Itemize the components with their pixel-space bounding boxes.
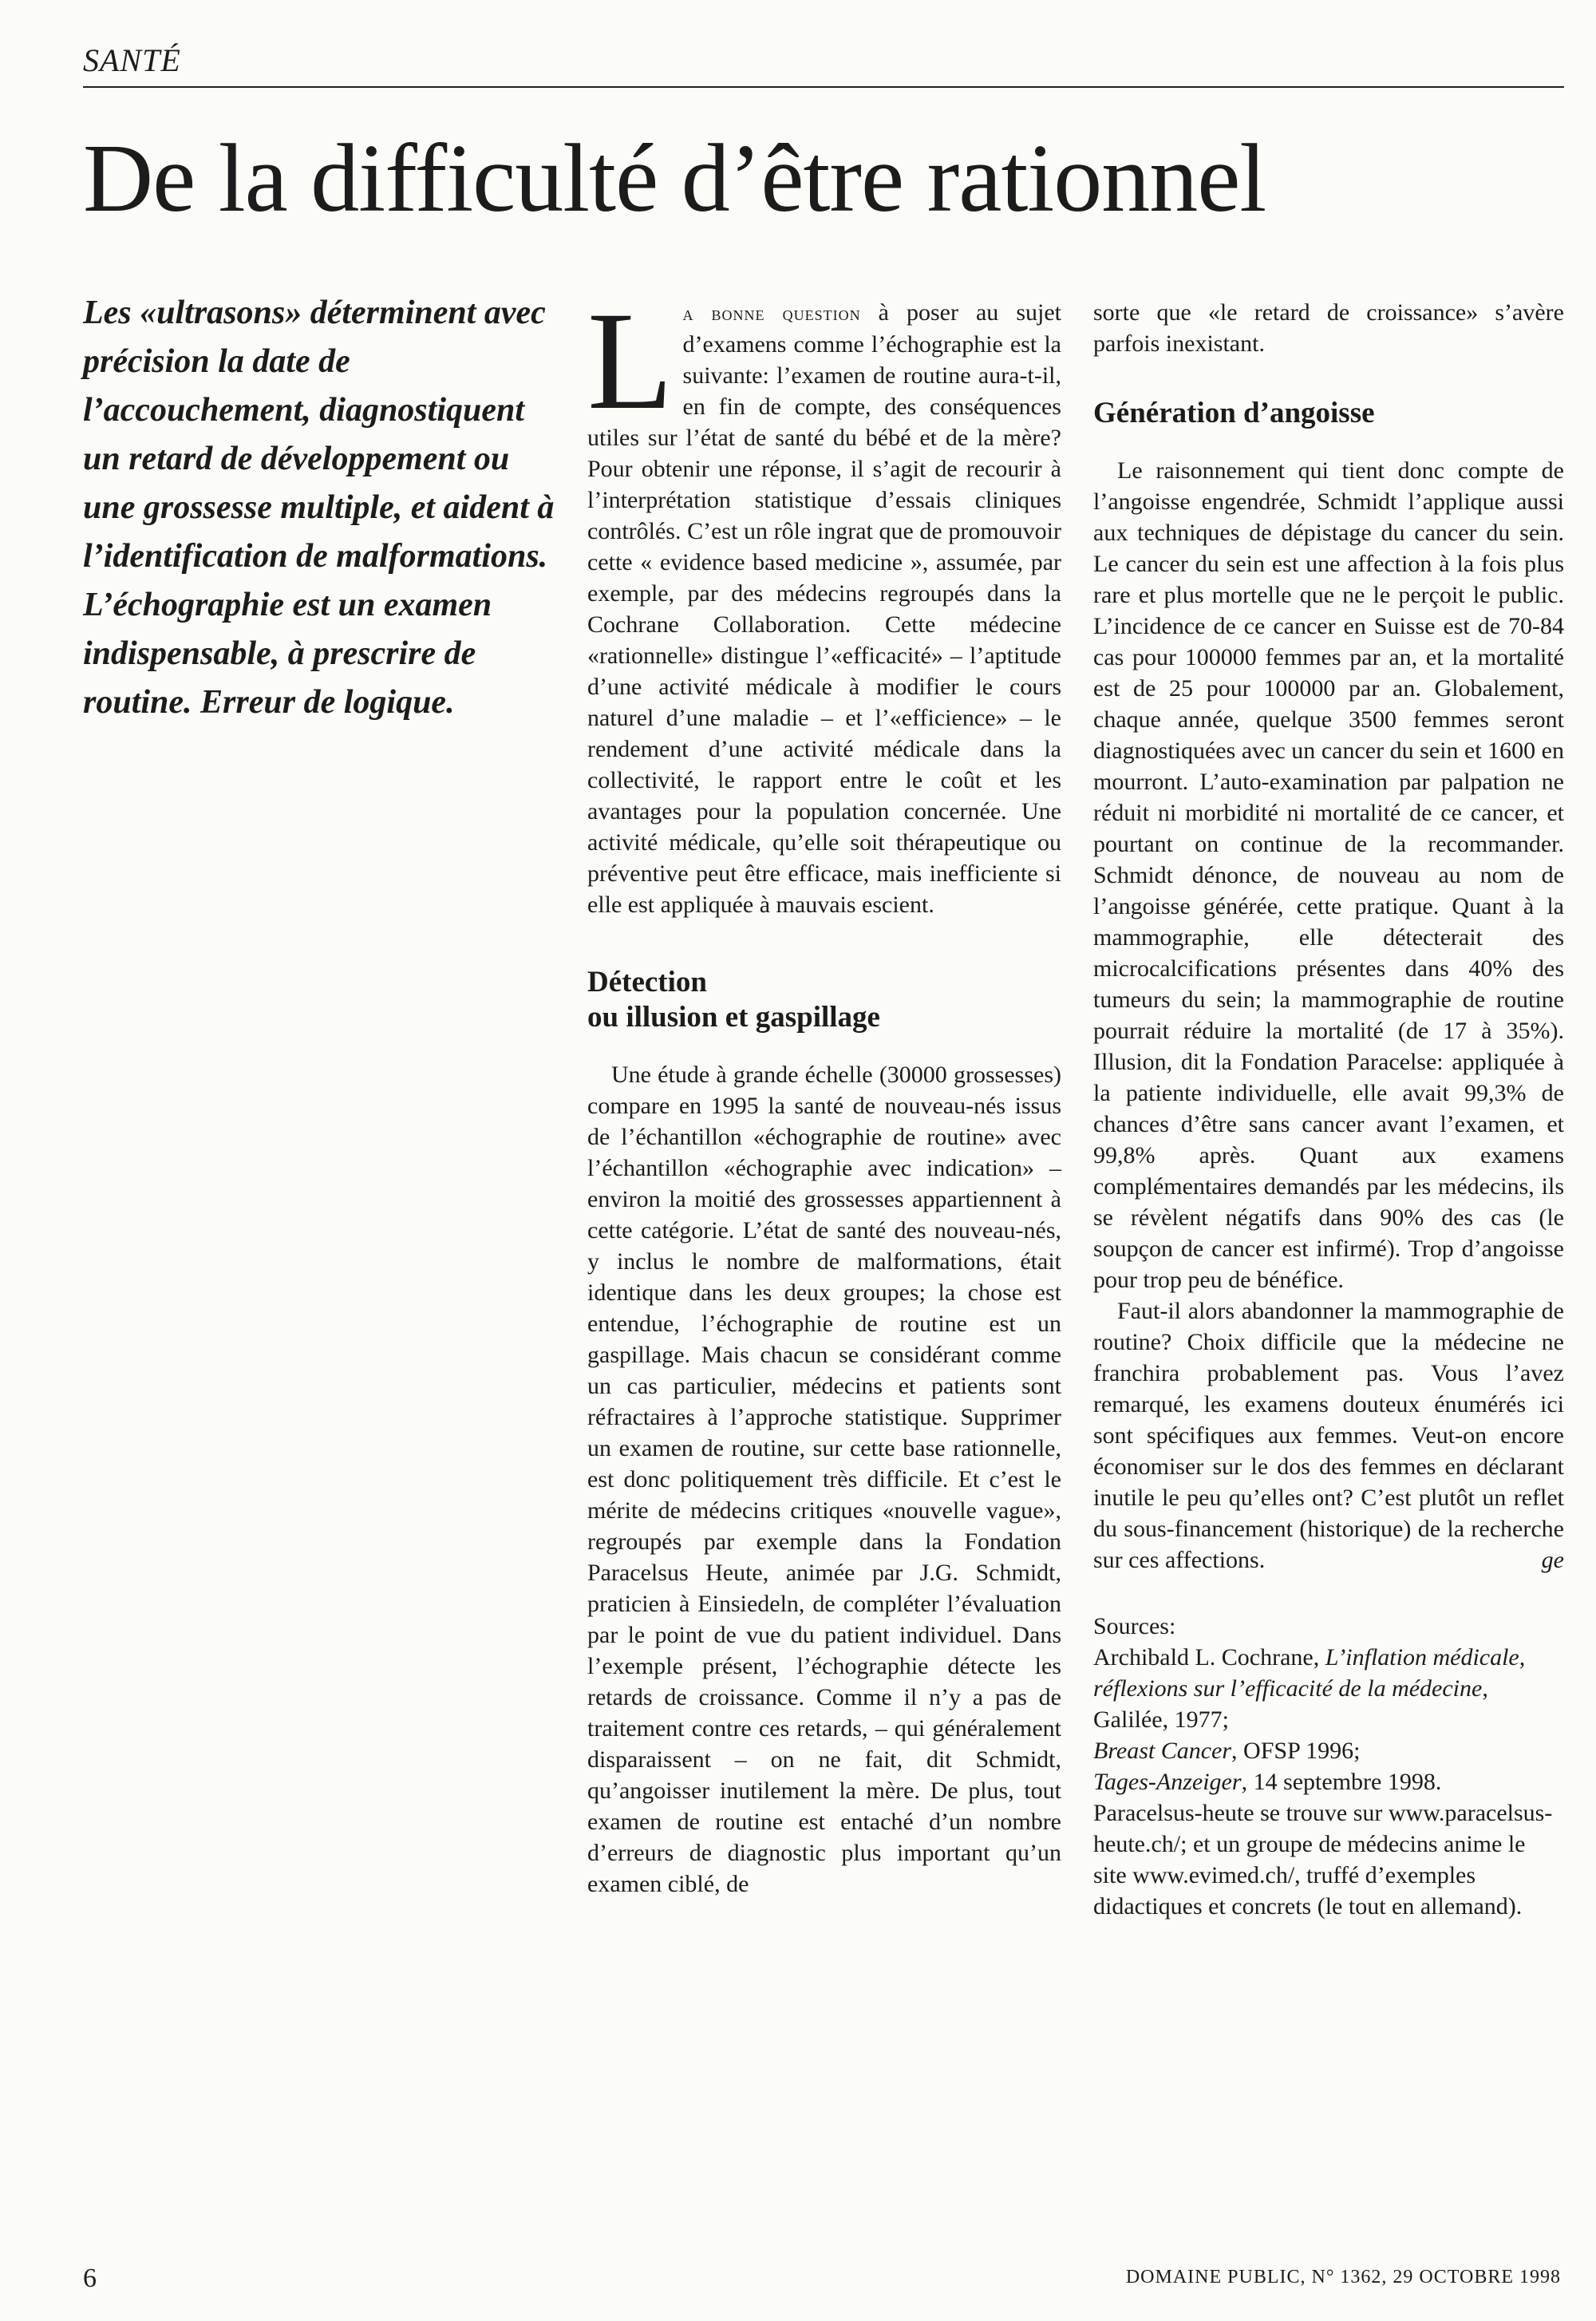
- subheading-detection: Détection ou illusion et gaspillage: [587, 966, 880, 1034]
- paragraph: Le raisonnement qui tient donc compte de l’angoisse engendrée, Schmidt l’applique aussi aux techniques de dépistage du cancer du sein. Le cancer du sein est une affection à la fois plus rare et plus mortelle que ne le perçoit le public. L’incidence de ce cancer en Suisse est de 70-84 cas pour 100000 femmes par an, et la mortalité est de 25 pour 100000 par an. Globalement, chaque année, quelque 3500 femmes seront diagnostiquées avec un cancer du sein et 1600 en mourront. L’auto-examination par palpation ne réduit ni morbidité ni mortalité de ce cancer, et pourtant on continue de la recommander. Schmidt dénonce, de nouveau au nom de l’angoisse générée, cette pratique. Quant à la mammographie, elle détecterait des microcalcifications présentes dans 40% des tumeurs du sein; la mammographie de routine pourrait réduire la mortalité (de 17 à 35%). Illusion, dit la Fondation Paracelse: appliquée à la patiente individuelle, elle avait 99,3% de chances d’être sans cancer avant l’examen, et 99,8% après. Quant aux examens complémentaires demandés par les médecins, ils se révèlent négatifs dans 90% des cas (le soupçon de cancer est infirmé). Trop d’angoisse pour trop peu de bénéfice.: [1093, 457, 1564, 1293]
- page-number: 6: [83, 2264, 97, 2293]
- drop-cap: L: [587, 283, 674, 439]
- paragraph: Une étude à grande échelle (30000 grossesses) compare en 1995 la santé de nouveau-nés issus de l’échantillon «échographie de routine» avec l’échantillon «échographie avec indication» – environ la moitié des grossesses appartiennent à cette catégorie. L’état de santé des nouveau-nés, y inclus le nombre de malformations, était identique dans les deux groupes; la chose est entendue, l’échographie de routine est un gaspillage. Mais chacun se considérant comme un cas particulier, médecins et patients sont réfractaires à l’approche statistique. Supprimer un examen de routine, sur cette base rationnelle, est donc politiquement très difficile. Et c’est le mérite de médecins critiques «nouvelle vague», regroupés par exemple dans la Fondation Paracelsus Heute, animée par J.G. Schmidt, praticien à Einsiedeln, de compléter l’évaluation par le point de vue du patient individuel. Dans l’exemple présent, l’échographie détecte les retards de croissance. Comme il n’y a pas de traitement contre ces retards, – qui généralement disparaissent – on ne fait, dit Schmidt, qu’angoisser inutilement la mère. De plus, tout examen de routine est entaché d’un nombre d’erreurs de diagnostic plus important qu’un examen ciblé, de: [587, 1062, 1061, 1897]
- article-title: De la difficulté d’être rationnel: [83, 125, 1266, 232]
- sources: [1093, 1611, 1564, 1922]
- lead-in: a bonne question: [682, 302, 861, 325]
- paragraph: Faut-il alors abandonner la mammographie de routine? Choix difficile que la médecine ne franchira probablement pas. Vous l’avez remarqué, les examens douteux énumérés ici sont spécifiques aux femmes. Veut-on encore économiser sur le dos des femmes en déclarant inutile le peu qu’elles ont? C’est plutôt un reflet du sous-financement (historique) de la recherche sur ces affections. ge: [1093, 1295, 1564, 1576]
- paragraph-text: à poser au sujet d’examens comme l’échographie est la suivante: l’examen de routine aura-t-il, en fin de compte, des conséquences utiles sur l’état de santé du bébé et de la mère? Pour obtenir une réponse, il s’agit de recourir à l’interprétation statistique d’essais cliniques contrôlés. C’est un rôle ingrat que de promouvoir cette « evidence based medicine », assumée, par exemple, par des médecins regroupés dans la Cochrane Collaboration. Cette médecine «rationnelle» distingue l’«efficacité» – l’aptitude d’une activité médicale à modifier le cours naturel d’une maladie – et l’«efficience» – le rendement d’une activité médicale dans la collectivité, le rapport entre le coût et les avantages pour la population concernée. Une activité médicale, qu’elle soit thérapeutique ou préventive peut être efficace, mais inefficiente si elle est appliquée à mauvais escient.: [587, 299, 1061, 918]
- sources-label: Sources:: [1093, 1613, 1176, 1639]
- section-label: SANTÉ: [83, 42, 181, 78]
- header-rule: [83, 86, 1564, 88]
- article-column-3: [1093, 297, 1564, 1922]
- source-item: Tages-Anzeiger, 14 septembre 1998.: [1093, 1769, 1442, 1795]
- article-column-2: [587, 283, 1061, 1900]
- author-signature: ge: [1541, 1547, 1564, 1573]
- paragraph: [587, 283, 1061, 920]
- publication-info: DOMAINE PUBLIC, N° 1362, 29 OCTOBRE 1998: [1125, 2267, 1561, 2287]
- article-lead: Les «ultrasons» déterminent avec précision la date de l’accouchement, diagnostiquent un retard de développement ou une grossesse multiple, et aident à l’identification de malformations. L’échographie est un examen indispensable, à prescrire de routine. Erreur de logique.: [83, 295, 555, 721]
- source-item: Breast Cancer, OFSP 1996;: [1093, 1738, 1361, 1764]
- paragraph: sorte que «le retard de croissance» s’avère parfois inexistant.: [1093, 299, 1564, 357]
- source-item: Paracelsus-heute se trouve sur www.paracelsus-heute.ch/; et un groupe de médecins anime le site www.evimed.ch/, truffé d’exemples didactiques et concrets (le tout en allemand).: [1093, 1800, 1553, 1920]
- source-item: Archibald L. Cochrane, L’inflation médicale, réflexions sur l’efficacité de la médecine, Galilée, 1977;: [1093, 1644, 1526, 1733]
- subheading-angoisse: Génération d’angoisse: [1093, 397, 1375, 429]
